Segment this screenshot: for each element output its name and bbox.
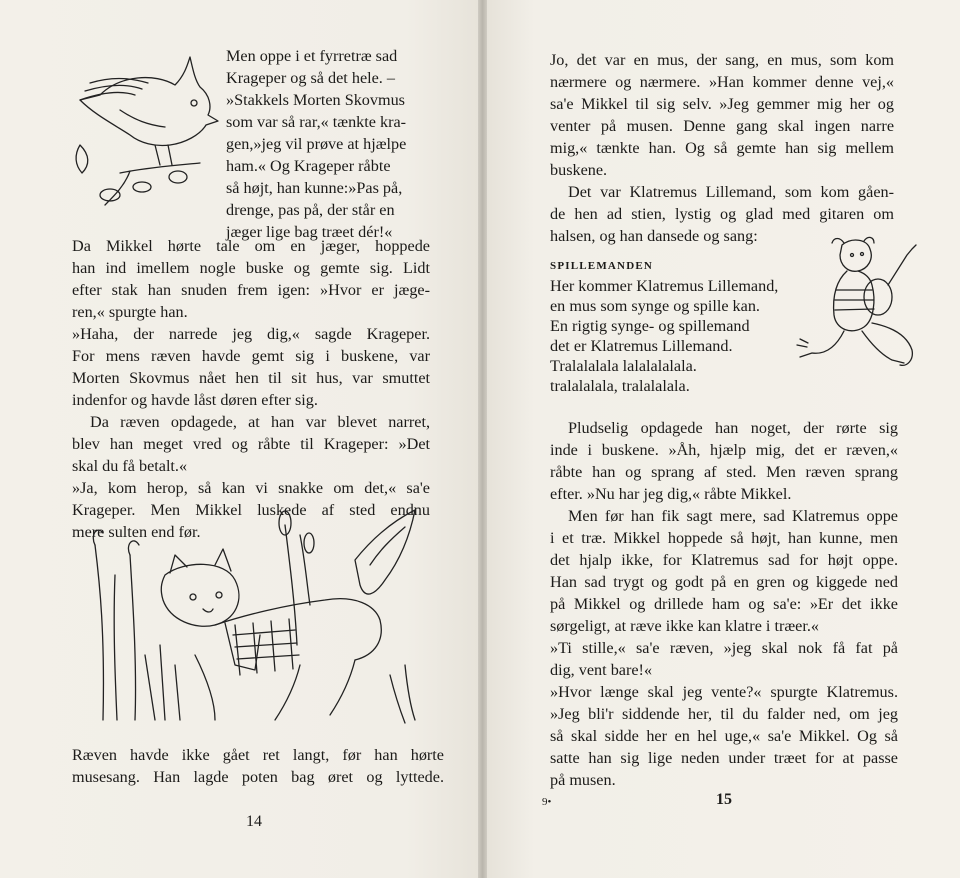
text-line: »Jeg bli'r siddende her, til du falder ned, om jeg xyxy=(550,705,898,723)
text-line: Det var Klatremus Lillemand, som kom gåen- xyxy=(568,183,894,201)
text-line: indenfor og havde låst døren efter sig. xyxy=(72,391,318,409)
left-page xyxy=(0,0,478,878)
text-line: dig, vent bare!« xyxy=(550,661,653,679)
text-line: Da ræven opdagede, at han var blevet narret, xyxy=(90,413,430,431)
text-line: drenge, pas på, der står en xyxy=(226,201,395,219)
text-line: på Mikkel og drillede ham og sa'e: »Er det ikke xyxy=(550,595,898,613)
text-line: Men før han fik sagt mere, sad Klatremus oppe xyxy=(568,507,898,525)
song-line: tralalalala, tralalalala. xyxy=(550,377,690,395)
text-line: så højt, han kunne:»Pas på, xyxy=(226,179,403,197)
text-line: Da Mikkel hørte tale om en jæger, hoppede xyxy=(72,237,430,255)
song-line: Tralalalala lalalalalala. xyxy=(550,357,697,375)
text-line: han ind imellem nogle buske og gemte sig. Lidt xyxy=(72,259,430,277)
text-line: blev han meget vred og råbte til Krageper: »Det xyxy=(72,435,430,453)
crow-illustration xyxy=(60,55,210,215)
text-line: halsen, og han dansede og sang: xyxy=(550,227,758,245)
text-line: skal du få betalt.« xyxy=(72,457,188,475)
page-number: 14 xyxy=(246,813,262,830)
song-line: En rigtig synge- og spillemand xyxy=(550,317,750,335)
song-verse xyxy=(550,276,800,396)
text-line: råbte han og sprang af sted. Men ræven sprang xyxy=(550,463,898,481)
text-line: venter på musen. Denne gang skal ingen narre xyxy=(550,117,894,135)
text-line: musesang. Han lagde poten bag øret og lyttede. xyxy=(72,768,444,786)
text-line: Ræven havde ikke gået ret langt, før han hørte xyxy=(72,746,444,764)
bottom-text xyxy=(550,417,898,791)
text-line: Jo, det var en mus, der sang, en mus, som kom xyxy=(550,51,894,69)
text-line: »Ti stille,« sa'e ræven, »jeg skal nok få fat på xyxy=(550,639,898,657)
book-gutter xyxy=(478,0,487,878)
text-line: mere sulten end før. xyxy=(72,523,201,541)
body-text xyxy=(72,235,430,543)
text-line: inde i buskene. »Åh, hjælp mig, det er ræven,« xyxy=(550,441,898,459)
song-title: SPILLEMANDEN xyxy=(550,260,654,272)
text-line: gen,»jeg vil prøve at hjælpe xyxy=(226,135,407,153)
text-line: de hen ad stien, lystig og glad med gitaren om xyxy=(550,205,894,223)
text-line: ham.« Og Krageper råbte xyxy=(226,157,391,175)
text-line: sa'e Mikkel til sig selv. »Jeg gemmer mig her og xyxy=(550,95,894,113)
text-line: det hjalp ikke, for Klatremus sad for højt oppe. xyxy=(550,551,898,569)
mouse-guitar-illustration xyxy=(792,235,932,385)
text-line: i et træ. Mikkel hoppede så højt, han kunne, men xyxy=(550,529,898,547)
text-line: buskene. xyxy=(550,161,608,179)
fox-illustration xyxy=(85,505,425,735)
top-text xyxy=(550,49,894,247)
text-line: Morten Skovmus nået hen til sit hus, var smuttet xyxy=(72,369,430,387)
text-line: Pludselig opdagede han noget, der rørte sig xyxy=(568,419,898,437)
text-line: sørgeligt, at ræve ikke kan klatre i træer.« xyxy=(550,617,819,635)
text-line: »Haha, der narrede jeg dig,« sagde Krageper. xyxy=(72,325,430,343)
song-line: Her kommer Klatremus Lillemand, xyxy=(550,277,779,295)
text-line: Men oppe i et fyrretræ sad xyxy=(226,47,398,65)
text-line: Krageper og så det hele. – xyxy=(226,69,395,87)
text-line: »Ja, kom herop, så kan vi snakke om det,« sa'e xyxy=(72,479,430,497)
text-line: »Stakkels Morten Skovmus xyxy=(226,91,405,109)
text-line: Krageper. Men Mikkel luskede af sted endnu xyxy=(72,501,430,519)
text-line: mig,« tænkte han. Og så gemte han sig mellem xyxy=(550,139,894,157)
right-page xyxy=(487,0,960,878)
text-line: ren,« spurgte han. xyxy=(72,303,188,321)
song-line: en mus som synge og spille kan. xyxy=(550,297,760,315)
signature-mark: 9• xyxy=(542,796,552,808)
text-line: jæger lige bag træet dér!« xyxy=(226,223,393,241)
text-line: efter. »Nu har jeg dig,« råbte Mikkel. xyxy=(550,485,792,503)
song-line: det er Klatremus Lillemand. xyxy=(550,337,733,355)
text-line: For mens ræven havde gemt sig i buskene, var xyxy=(72,347,430,365)
page-number: 15 xyxy=(716,791,732,808)
text-line: så skal sidde her en hel uge,« sa'e Mikkel. Og så xyxy=(550,727,898,745)
text-line: som var så rar,« tænkte kra- xyxy=(226,113,407,131)
text-line: nærmere og nærmere. »Han kommer denne vej,« xyxy=(550,73,894,91)
text-line: efter stak han snuden frem igen: »Hvor er jæge- xyxy=(72,281,430,299)
intro-text xyxy=(226,45,426,243)
bottom-text xyxy=(72,744,444,788)
text-line: Han sad trygt og godt på en gren og kiggede ned xyxy=(550,573,898,591)
text-line: satte han sig lige neden under træet for at passe xyxy=(550,749,898,767)
text-line: »Hvor længe skal jeg vente?« spurgte Klatremus. xyxy=(550,683,898,701)
text-line: på musen. xyxy=(550,771,616,789)
